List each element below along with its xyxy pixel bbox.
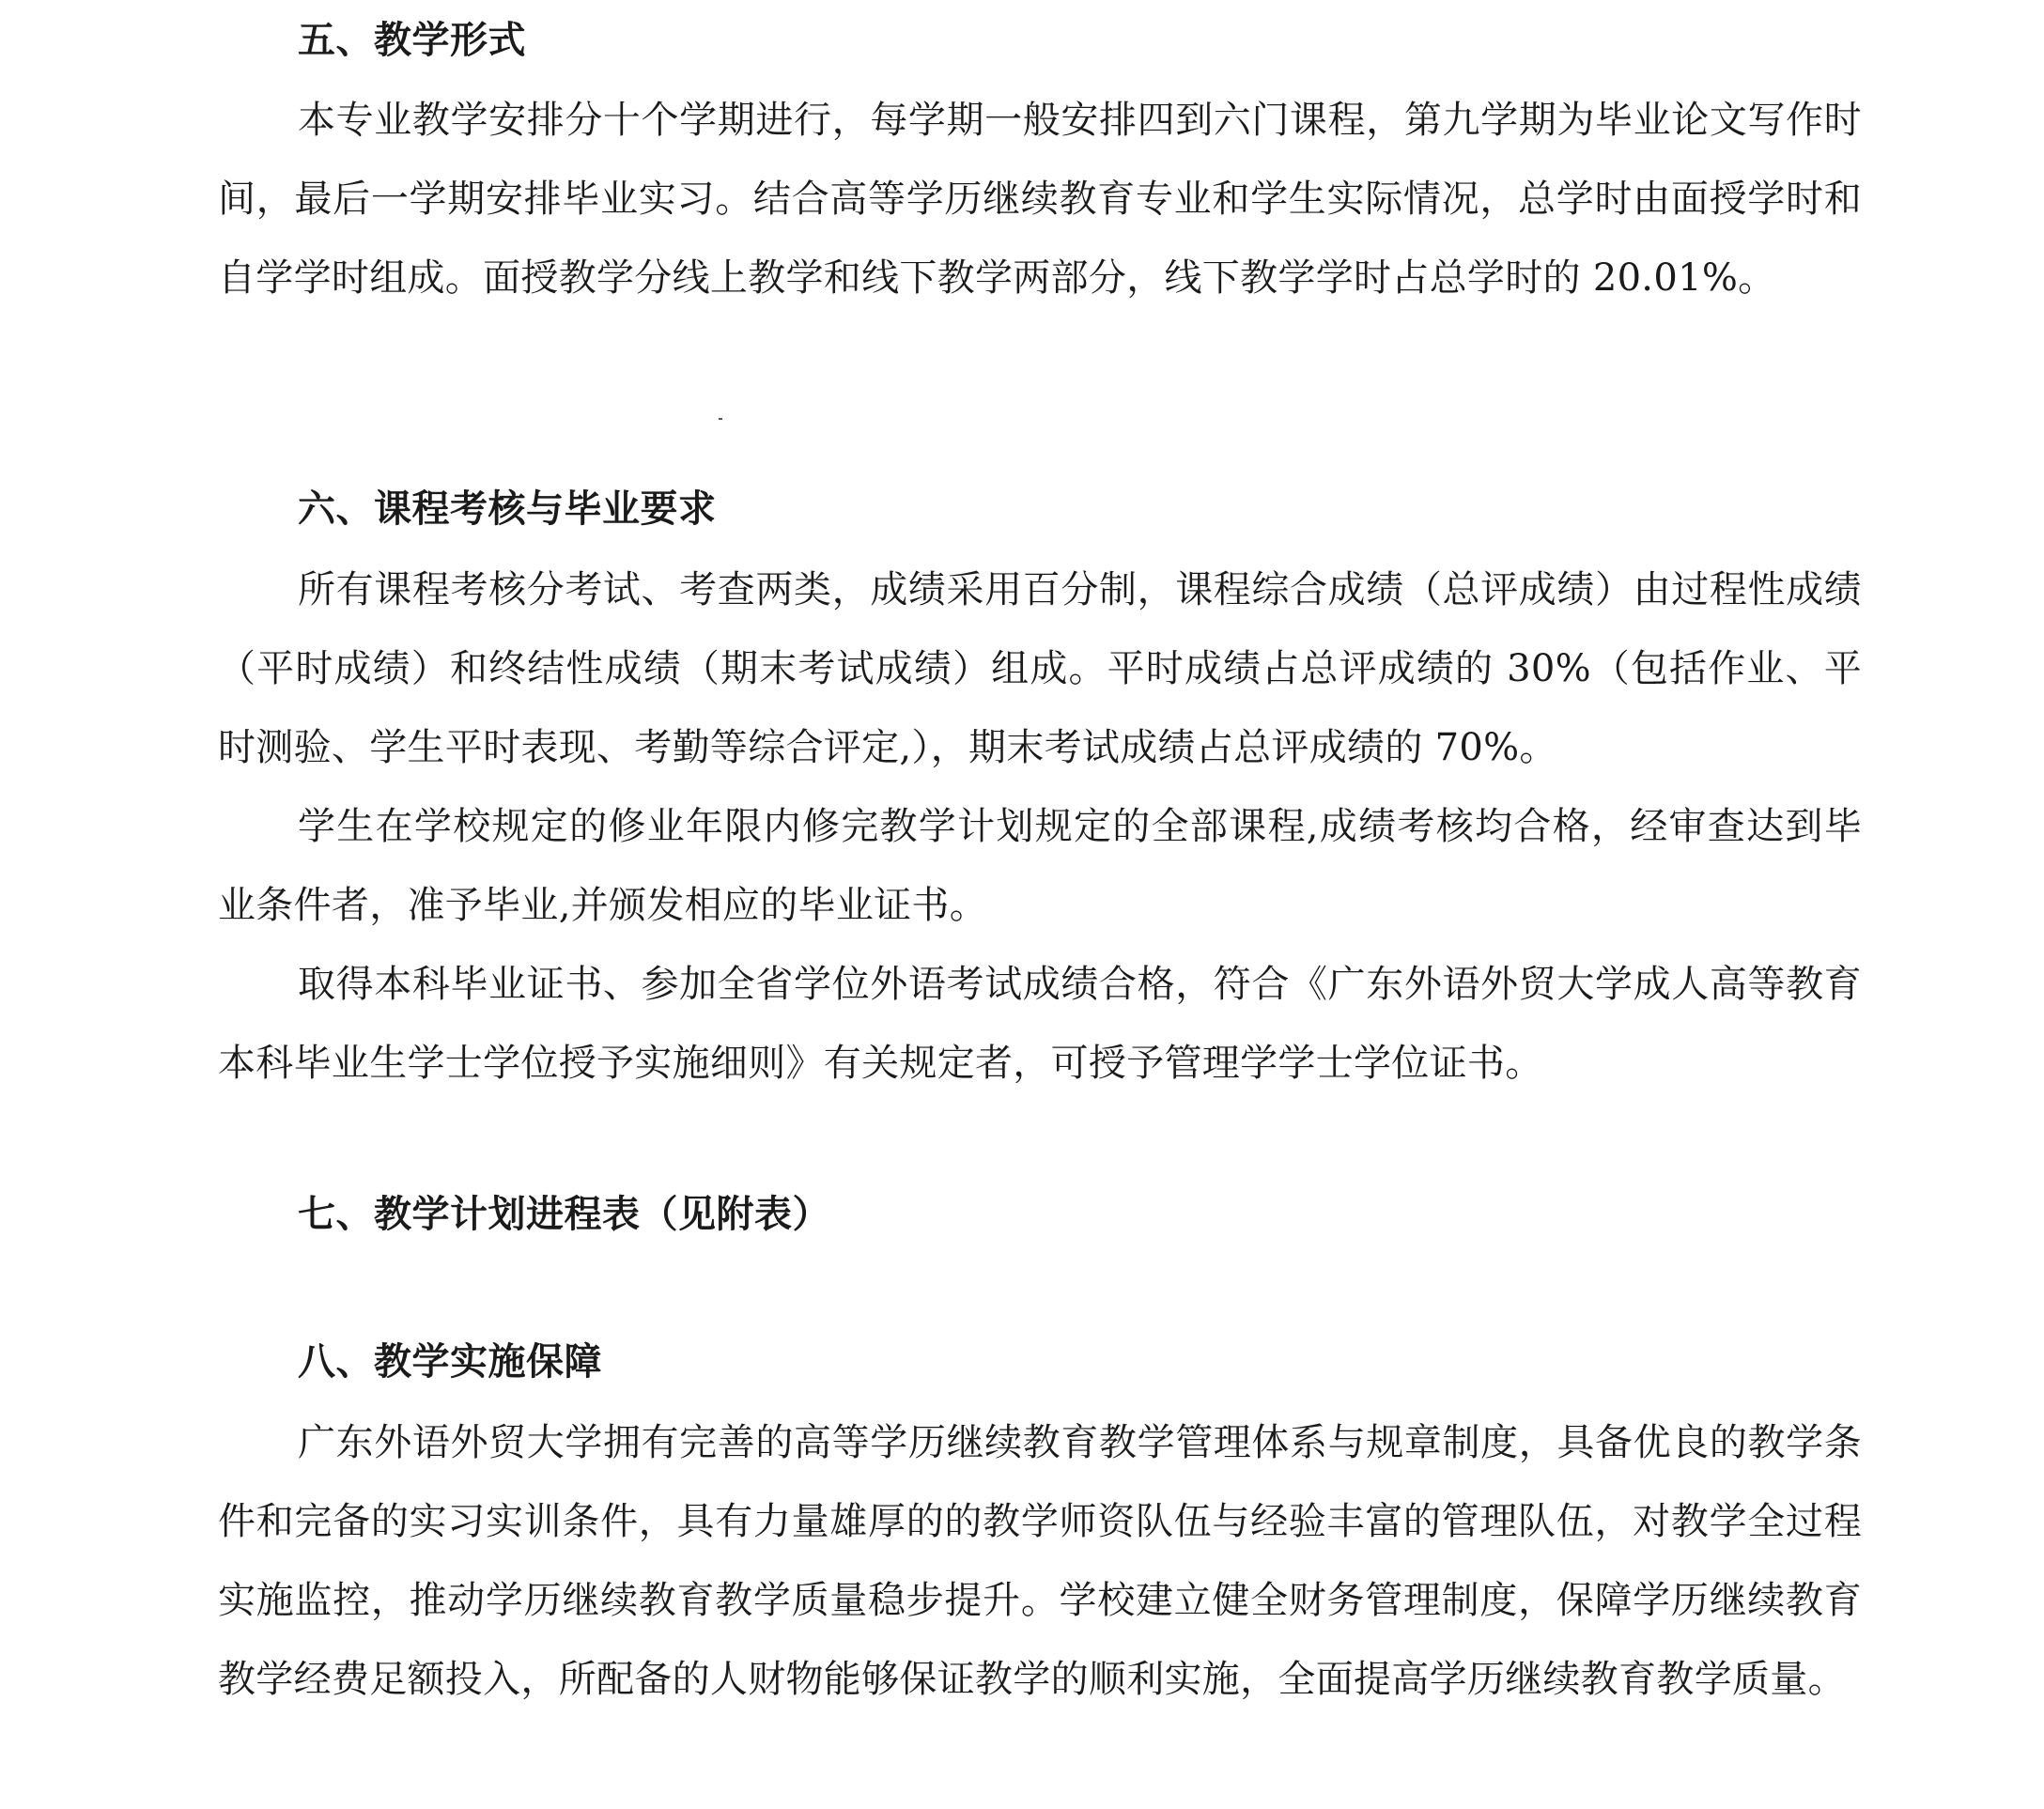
section-6-paragraph-2: 学生在学校规定的修业年限内修完教学计划规定的全部课程,成绩考核均合格，经审查达到毕业条件者，准予毕业,并颁发相应的毕业证书。 [218,805,1862,927]
section-8-heading: 八、教学实施保障 [298,1340,602,1384]
stray-mark [719,418,722,420]
section-6-paragraph-3: 取得本科毕业证书、参加全省学位外语考试成绩合格，符合《广东外语外贸大学成人高等教育本科毕业生学士学位授予实施细则》有关规定者，可授予管理学学士学位证书。 [218,963,1862,1085]
section-8-paragraph-1: 广东外语外贸大学拥有完善的高等学历继续教育教学管理体系与规章制度，具备优良的教学条件和完备的实习实训条件，具有力量雄厚的的教学师资队伍与经验丰富的管理队伍，对教学全过程实施监控，推动学历继续教育教学质量稳步提升。学校建立健全财务管理制度，保障学历继续教育教学经费足额投入，所配备的人财物能够保证教学的顺利实施，全面提高学历继续教育教学质量。 [218,1421,1862,1701]
section-7-heading: 七、教学计划进程表（见附表） [298,1193,830,1236]
section-6-paragraph-1: 所有课程考核分考试、考查两类，成绩采用百分制，课程综合成绩（总评成绩）由过程性成绩（平时成绩）和终结性成绩（期末考试成绩）组成。平时成绩占总评成绩的 30%（包括作业、平时测验、学生平时表现、考勤等综合评定,），期末考试成绩占总评成绩的 70%。 [218,568,1862,769]
section-5-paragraph-1: 本专业教学安排分十个学期进行，每学期一般安排四到六门课程，第九学期为毕业论文写作时间，最后一学期安排毕业实习。结合高等学历继续教育专业和学生实际情况，总学时由面授学时和自学学时组成。面授教学分线上教学和线下教学两部分，线下教学学时占总学时的 20.01%。 [218,99,1862,300]
section-5-heading: 五、教学形式 [298,19,526,62]
section-6-heading: 六、课程考核与毕业要求 [298,487,717,531]
